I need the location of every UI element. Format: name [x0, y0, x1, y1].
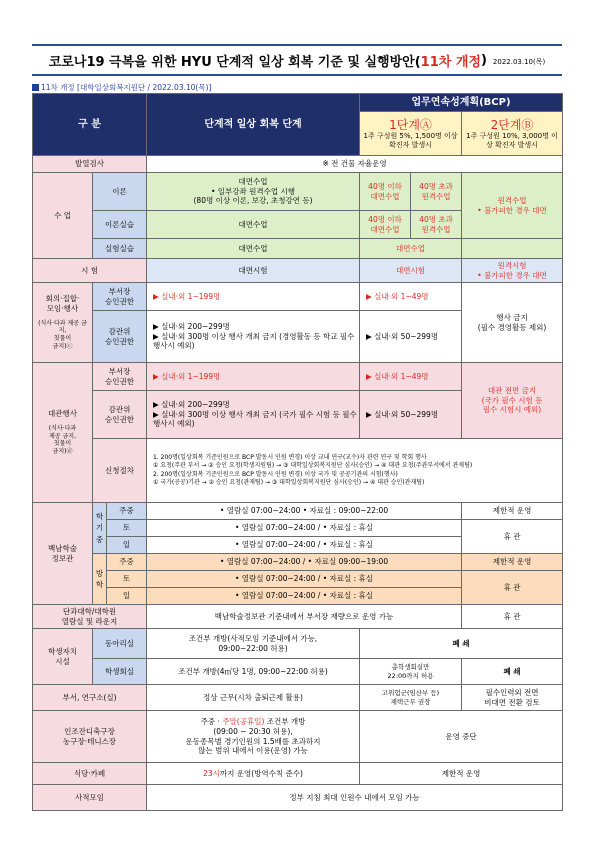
meeting-note: (식사·다과 제공 금지, 칫물이 금지)ⓒ — [38, 319, 87, 351]
lib-sem-closed: 휴 관 — [462, 520, 563, 554]
header-category: 구 분 — [33, 94, 147, 156]
library-vacation: 방 학 — [93, 554, 107, 605]
meeting-b-text: 행사 금지 (필수 경영활동 제외) — [477, 312, 547, 332]
club-label: 동아리실 — [93, 629, 147, 659]
row-club — [33, 629, 563, 659]
lib-sem-weekday-text: • 열람실 07:00~24:00 • 자료실 : 09:00~22:00 — [147, 503, 462, 520]
row-fever — [33, 156, 563, 173]
exam-text: 대면시험 — [147, 259, 360, 283]
meeting-b — [462, 283, 563, 363]
fever-label: 발열검사 — [33, 156, 147, 173]
office-a: 고위험군(임산부 등) 재택근무 권장 — [360, 685, 462, 711]
row-lib-vac-sat — [33, 571, 563, 588]
practice-text: 대면수업 — [147, 211, 360, 239]
sports-b: 운영 중단 — [360, 711, 563, 763]
cafe-text — [147, 763, 360, 785]
private-label: 사적모임 — [33, 785, 147, 811]
meeting-audit-text: ▶ 실내·외 200~299명 ▶ 실내·외 300명 이상 행사 개최 금지 (경영활동 등 학교 필수 행사시 예외) — [147, 311, 360, 363]
row-exam — [33, 259, 563, 283]
phase1-desc: 1주 구성원 5%, 1,500명 이상 확진자 발생시 — [363, 132, 458, 149]
external-audit-a: ▶ 실내·외 50~299명 — [360, 391, 462, 439]
club-closed: 폐 쇄 — [360, 629, 563, 659]
lib-vac-sat-label: 토 — [107, 571, 147, 588]
cafe-b: 제한적 운영 — [360, 763, 563, 785]
title-close: ) — [480, 52, 487, 68]
lib-vac-weekday-label: 주중 — [107, 554, 147, 571]
title-highlight: 11차 개정 — [420, 54, 481, 70]
meeting-label — [33, 283, 93, 363]
lib-vac-sun-text: • 열람실 07:00~24:00 / • 자료실 : 휴실 — [147, 588, 462, 605]
sports-text-pre: 주중 · — [200, 717, 223, 726]
row-lib-sem-sat — [33, 520, 563, 537]
classes-label: 수 업 — [33, 173, 93, 259]
header-phase1 — [360, 112, 462, 156]
exam-label: 시 험 — [33, 259, 147, 283]
external-audit-label: 감관위 승인권한 — [93, 391, 147, 439]
club-text: 조건부 개방(사적모임 기준내에서 가능, 09:00~22:00 허용) — [147, 629, 360, 659]
council-a: 총학생회실만 22:00까지 허용 — [360, 659, 462, 685]
header-phase2 — [462, 112, 563, 156]
row-theory — [33, 173, 563, 211]
external-label — [33, 363, 93, 503]
cafe-label: 식당·카페 — [33, 763, 147, 785]
external-dept-text: ▶ 실내·외 1~199명 — [147, 363, 360, 391]
row-lib-vac-weekday — [33, 554, 563, 571]
lib-sem-weekday-b: 제한적 운영 — [462, 503, 563, 520]
college-lib-text: 백남학술정보관 기준내에서 부서장 재량으로 운영 가능 — [147, 605, 462, 629]
council-label: 학생회실 — [93, 659, 147, 685]
subtitle — [32, 82, 211, 93]
lib-sem-sun-label: 일 — [107, 537, 147, 554]
subtitle-text: 11차 개정 [대학일상회복지원단 / 2022.03.10(목)] — [41, 83, 212, 92]
theory-a2: 40명 초과 원격수업 — [411, 173, 462, 211]
theory-b: 원격수업 • 불가피한 경우 대면 — [462, 173, 563, 239]
practice-label: 이론실습 — [93, 211, 147, 239]
row-college-lib — [33, 605, 563, 629]
theory-label: 이론 — [93, 173, 147, 211]
library-semester: 학 기 중 — [93, 503, 107, 554]
theory-text: 대면수업 • 일부강좌 원격수업 시행 (80명 이상 이론, 보강, 초청강연 등) — [147, 173, 360, 211]
fever-value: ※ 전 건물 자율운영 — [147, 156, 563, 173]
phase2-desc: 1주 구성원 10%, 3,000명 이상 확진자 발생시 — [466, 132, 558, 149]
lib-sem-sat-label: 토 — [107, 520, 147, 537]
college-lib-b: 휴 관 — [462, 605, 563, 629]
meeting-audit-a: ▶ 실내·외 50~299명 — [360, 311, 462, 363]
exam-b: 원격시험 • 불가피한 경우 대면 — [462, 259, 563, 283]
lab-label: 실험실습 — [93, 239, 147, 259]
lib-vac-closed: 휴 관 — [462, 571, 563, 605]
title-text: 코로나19 극복을 위한 HYU 단계적 일상 회복 기준 및 실행방안( — [48, 54, 421, 70]
office-label: 부서, 연구소(실) — [33, 685, 147, 711]
square-bullet-icon — [32, 84, 39, 91]
meeting-dept-a: ▶ 실내·외 1~49명 — [360, 283, 462, 311]
row-external-proc — [33, 439, 563, 503]
sports-label: 인조잔디축구장 농구장·테니스장 — [33, 711, 147, 763]
office-text: 정상 근무(시차 출퇴근제 활용) — [147, 685, 360, 711]
phase1-title: 1단계Ⓐ — [389, 117, 432, 132]
lib-sem-sun-text: • 열람실 07:00~24:00 / • 자료실 : 휴실 — [147, 537, 462, 554]
practice-a2: 40명 초과 원격수업 — [411, 211, 462, 239]
library-label: 백남학술 정보관 — [33, 503, 93, 605]
meeting-label-text: 회의·집합· 모임·행사 — [45, 294, 80, 313]
sports-text — [147, 711, 360, 763]
lab-text: 대면수업 — [147, 239, 360, 259]
external-proc-text: 1. 200명(일상회복 기준인원으로 BCP 발동시 인원 변경) 이상 교내 연구(교수)자 관련 연구 및 학회 행사 ① 요청(주관 부서 → ② 승인 요청(학생지원팀) → ③ 대학일상회복지원단 심사(승인) → ④ 대관 요청(주관부서에서 관재팀) 2. 200명(일상회복 기준인원으로 BCP 발동시 인원 변경) 이상 국가 및 공공기관의 시험(행사) ① 국가(공공)기관 → ② 승인 요청(관재팀) → ③ 대학일상회복지원단 심사(승인) → ④ 대관 승인(관재팀) — [147, 439, 563, 503]
private-text: 정부 지침 최대 인원수 내에서 모임 가능 — [147, 785, 563, 811]
row-meeting-dept — [33, 283, 563, 311]
meeting-audit-label: 감관위 승인권한 — [93, 311, 147, 363]
page-title — [32, 44, 562, 76]
external-proc-label: 신청절차 — [93, 439, 147, 503]
sports-text-red: 주말(공휴일) — [222, 717, 265, 726]
phase2-title: 2단계Ⓑ — [490, 117, 534, 132]
lib-vac-weekday-text: • 열람실 07:00~24:00 / • 자료실 09:00~19:00 — [147, 554, 462, 571]
external-b: 대관 전면 금지 (국가 필수 시험 등 필수 시험시 예외) — [462, 363, 563, 439]
lib-sem-sat-text: • 열람실 07:00~24:00 / • 자료실 : 휴실 — [147, 520, 462, 537]
row-lab — [33, 239, 563, 259]
external-note: (식사·다과 제공 금지, 칫물이 금지)ⓓ — [48, 424, 77, 456]
row-office — [33, 685, 563, 711]
external-dept-label: 부서장 승인권한 — [93, 363, 147, 391]
exam-a: 대면시험 — [360, 259, 462, 283]
practice-a1: 40명 이하 대면수업 — [360, 211, 411, 239]
meeting-dept-label: 부서장 승인권한 — [93, 283, 147, 311]
office-b: 필수인력외 전면 비대면 전환 검토 — [462, 685, 563, 711]
row-council — [33, 659, 563, 685]
lib-vac-sun-label: 일 — [107, 588, 147, 605]
header-bcp: 업무연속성계획(BCP) — [360, 94, 563, 112]
lib-sem-weekday-label: 주중 — [107, 503, 147, 520]
council-text: 조건부 개방(4㎡당 1명, 09:00~22:00 허용) — [147, 659, 360, 685]
policy-table — [32, 93, 563, 811]
external-label-text: 대관행사 — [48, 409, 77, 419]
cafe-text-red: 23시 — [203, 768, 220, 778]
external-audit-text: ▶ 실내·외 200~299명 ▶ 실내·외 300명 이상 행사 개최 금지 (국가 필수 시험 등 필수 행사시 예외) — [147, 391, 360, 439]
row-lib-sem-weekday — [33, 503, 563, 520]
council-closed: 폐 쇄 — [462, 659, 563, 685]
title-date: 2022.03.10(목) — [492, 58, 546, 66]
row-private — [33, 785, 563, 811]
header-stage: 단계적 일상 회복 단계 — [147, 94, 360, 156]
lab-a: 대면수업 — [360, 239, 462, 259]
header-row-1 — [33, 94, 563, 112]
row-cafe — [33, 763, 563, 785]
meeting-dept-text: ▶ 실내·외 1~199명 — [147, 283, 360, 311]
row-sports — [33, 711, 563, 763]
row-external-dept — [33, 363, 563, 391]
college-lib-label: 단과대학/대학원 열람실 및 라운지 — [33, 605, 147, 629]
theory-a1: 40명 이하 대면수업 — [360, 173, 411, 211]
sports-text-post: 조건부 개방 (09:00 ~ 20:30 허용), 운동종목별 경기인원의 1.5배를 초과하지 않는 범위 내에서 이용(운영) 가능 — [185, 717, 321, 756]
lib-vac-sat-text: • 열람실 07:00~24:00 / • 자료실 : 휴실 — [147, 571, 462, 588]
lib-vac-weekday-b: 제한적 운영 — [462, 554, 563, 571]
lab-b-empty — [462, 239, 563, 259]
student-label: 학생자치 시설 — [33, 629, 93, 685]
external-dept-a: ▶ 실내·외 1~49명 — [360, 363, 462, 391]
cafe-text-post: 까지 운영(방역수칙 준수) — [219, 768, 303, 778]
